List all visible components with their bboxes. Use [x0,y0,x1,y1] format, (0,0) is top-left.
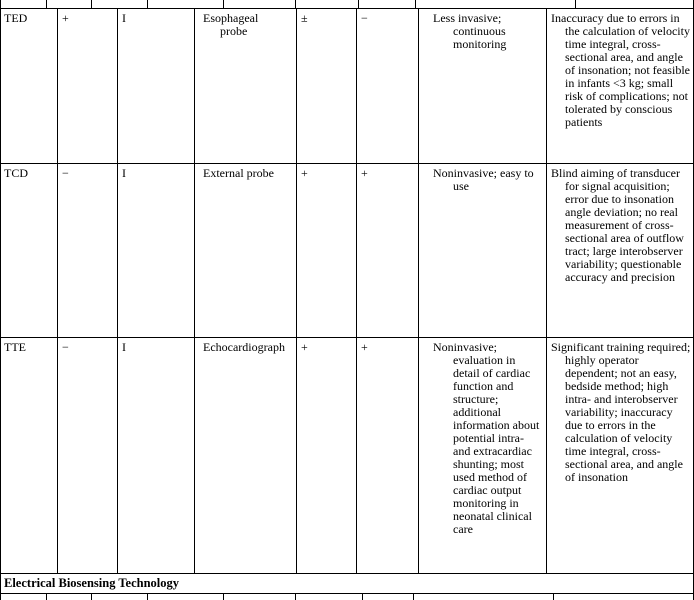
cell-flag-2: I [118,9,195,163]
cell-disadvantages: Blind aiming of transducer for signal acquisition; error due to insonation angle deviation; no real measurement of cross-sectional area of outflow tract; large interobserver variability; questionable accuracy and precision [551,166,684,284]
table-border-line [295,594,296,600]
table-border-line [46,594,47,600]
section-header-title: Electrical Biosensing Technology [4,576,180,590]
cell-method: TED [0,9,58,163]
cell-flag-4: + [357,164,419,337]
cell-flag-1: − [58,338,118,573]
cell-method: TTE [0,338,58,573]
table-border-line [358,0,359,8]
table-border-line [223,0,224,8]
cell-flag-2: I [118,338,195,573]
table-border-line [223,594,224,600]
table-border-line [295,0,296,8]
table-row-tcd [0,163,694,337]
cell-method: TCD [0,164,58,337]
table-border-line [46,0,47,8]
cell-probe: External probe [195,164,297,337]
table-border-line [91,594,92,600]
cell-advantages: Less invasive; continuous monitoring [419,9,547,163]
cell-flag-4: + [357,338,419,573]
cell-advantages: Noninvasive; easy to use [419,164,547,337]
cell-disadvantages: Inaccuracy due to errors in the calculation of velocity time integral, cross-sectional area, and angle of insonation; not feasible in infants <3 kg; small risk of complications; not tolerated by conscious patients [551,11,690,129]
cell-flag-1: + [58,9,118,163]
cell-disadvantages: Significant training required; highly operator dependent; not an easy, bedside method; high intra- and interobserver variability; inaccuracy due to errors in the calculation of velocity time integral, cross-sectional area, and angle of insonation [551,340,691,484]
table-border-line [147,594,148,600]
cell-probe: Esophageal probe [195,9,297,163]
table-border-line [575,0,576,8]
cell-flag-1: − [58,164,118,337]
cell-flag-3: + [297,164,357,337]
cell-flag-2: I [118,164,195,337]
cell-probe: Echocardiograph [195,338,297,573]
table-row-tte [0,337,694,573]
comparison-table [0,8,694,573]
section-header-row [0,573,694,594]
table-row-ted [0,8,694,163]
table-border-line [147,0,148,8]
table-border-line [553,594,554,600]
table-border-line [415,0,416,8]
table-border-line [91,0,92,8]
table-border-line [362,594,363,600]
cell-advantages: Noninvasive; evaluation in detail of cardiac function and structure; additional information about potential intra- and extracardiac shunting; most used method of cardiac output monitoring in neonatal clinical care [419,338,547,573]
cell-flag-3: + [297,338,357,573]
table-border-line [413,594,414,600]
cell-flag-3: ± [297,9,357,163]
cell-flag-4: − [357,9,419,163]
